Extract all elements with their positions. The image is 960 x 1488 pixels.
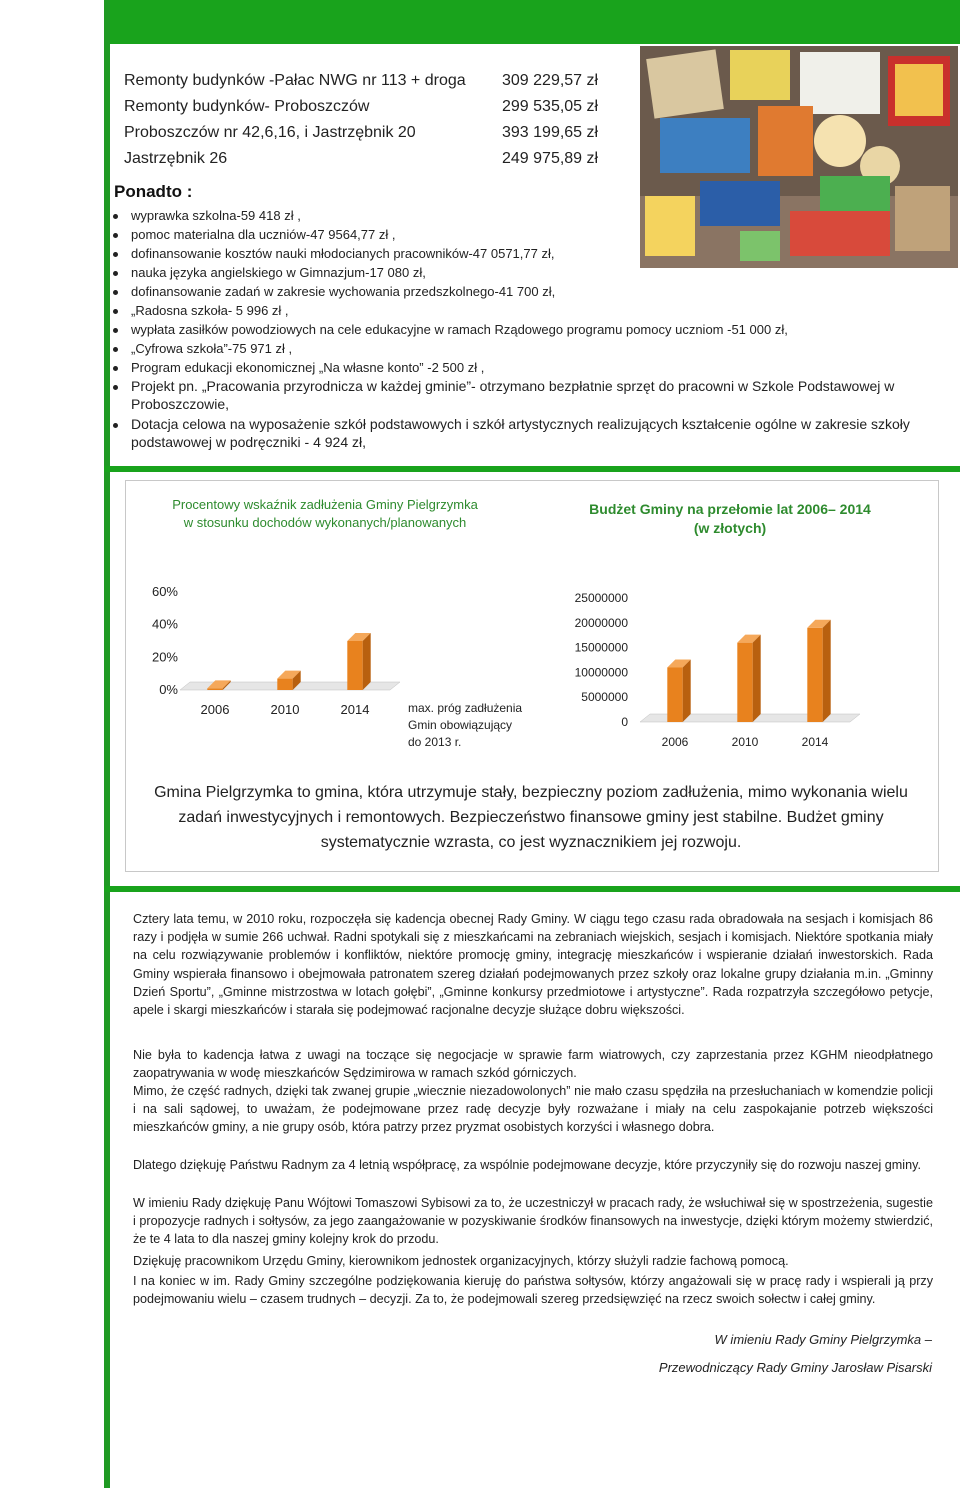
signature-line-2: Przewodniczący Rady Gminy Jarosław Pisarski <box>658 1360 932 1375</box>
bullet-icon <box>113 385 118 390</box>
max-note-line: Gmin obowiązujący <box>408 718 513 732</box>
bar-side <box>753 635 761 722</box>
green-divider-1 <box>104 466 960 472</box>
signature-line-1: W imieniu Rady Gminy Pielgrzymka – <box>714 1332 932 1347</box>
x-tick-label: 2014 <box>340 702 370 717</box>
max-note-line: do 2013 r. <box>408 735 462 749</box>
y-tick-label: 20000000 <box>574 615 628 630</box>
bullet-icon <box>113 271 118 276</box>
cost-value: 393 199,65 zł <box>502 124 599 141</box>
list-item-text: „Radosna szkoła- 5 996 zł , <box>131 303 289 318</box>
bullet-icon <box>113 309 118 314</box>
y-tick-label: 25000000 <box>574 591 628 605</box>
list-item-text: Dotacja celowa na wyposażenie szkół podstawowych i szkół artystycznych realizujących kształcenie ogólne w zakresie szkoły podstawowej w podręczniki - 4 924 zł, <box>131 416 910 450</box>
bar-side <box>823 620 831 722</box>
max-note-line: max. próg zadłużenia <box>408 701 523 715</box>
budget-chart-title-line: (w złotych) <box>693 520 767 536</box>
x-tick-label: 2014 <box>801 735 829 749</box>
paragraph: Mimo, że część radnych, dzięki tak zwanej grupie „wiecznie niezadowolonych” nie mało czasu spędziła na przesłuchaniach w komendzie policji i na sali sądowej, to uważam, że podejmowane przez radę decyzje były rozważane i miały na celu zaspokajanie potrzeb większości mieszkańców gminy, a nie grupy osób, która patrzy przez pryzmat osobistych korzyści i własnego dobra. <box>133 1084 933 1135</box>
green-header-band <box>104 0 960 44</box>
summary-statement: Gmina Pielgrzymka to gmina, która utrzymuje stały, bezpieczny poziom zadłużenia, mimo wykonania wielu zadań inwestycyjnych i remontowych. Bezpieczeństwo finansowe gminy jest stabilne. Budżet gminy systematycznie wzrasta, co jest wyznacznikiem jej rozwoju. <box>154 784 908 851</box>
list-item <box>108 225 938 244</box>
bar-front <box>277 679 292 690</box>
bar <box>807 620 830 722</box>
bar-front <box>737 643 752 722</box>
y-tick-label: 15000000 <box>574 640 628 655</box>
bar-front <box>347 641 362 690</box>
list-item-text: dofinansowanie zadań w zakresie wychowania przedszkolnego-41 700 zł, <box>131 284 556 299</box>
cost-value: 249 975,89 zł <box>502 150 599 167</box>
bar-front <box>667 667 682 722</box>
bar-side <box>683 659 691 722</box>
paragraph: W imieniu Rady dziękuję Panu Wójtowi Tomaszowi Sybisowi za to, że uczestniczył w pracach rady, że wsłuchiwał się w spostrzeżenia, sugestie i propozycje radnych i sołtysów, za jego zaangażowanie w pozyskiwanie środków finansowych na inwestycje, dzięki którym możemy stwierdzić, że te 4 lata to dla naszej gminy kolejny krok do przodu. <box>133 1196 933 1247</box>
ponadto-heading: Ponadto : <box>114 182 193 201</box>
list-item-text: wyprawka szkolna-59 418 zł , <box>131 208 301 223</box>
debt-chart <box>140 572 410 722</box>
list-item <box>108 282 938 301</box>
bar <box>667 659 690 722</box>
bar-front <box>207 688 222 690</box>
list-item <box>108 358 938 377</box>
list-item <box>108 301 938 320</box>
x-tick-label: 2006 <box>661 735 689 749</box>
cost-label: Remonty budynków- Proboszczów <box>124 98 370 115</box>
cost-label: Remonty budynków -Pałac NWG nr 113 + droga <box>124 72 466 89</box>
list-item <box>108 244 938 263</box>
bullet-icon <box>113 233 118 238</box>
paragraph: Cztery lata temu, w 2010 roku, rozpoczęła się kadencja obecnej Rady Gminy. W ciągu tego czasu rada obradowała na sesjach i komisjach 86 razy i podjęła w sumie 266 uchwał. Radni spotykali się z mieszkańcami na zebraniach wiejskich, sesjach i komisjach. Niektóre spotkania miały na celu rozwiązywanie problemów i konfliktów, niektóre promocję gminy, integrację mieszkańców i wspieranie działań inwestorskich. Rada Gminy wspierała finansowo i obejmowała patronatem szereg działań podejmowanych przez szkoły oraz lokalne grupy działania m.in. „Gminny Dzień Sportu”, „Gminne mistrzostwa w lotach gołębi”, „Gminne konkursy przedmiotowe i artystyczne”. Rada rozpatrzyła szczegółowo petycje, apele i skargi mieszkańców i starała się podejmować racjonalne decyzje służące dobru większości. <box>133 912 933 1018</box>
green-divider-2 <box>104 886 960 892</box>
bullet-icon <box>113 328 118 333</box>
bullet-icon <box>113 423 118 428</box>
list-item <box>108 339 938 358</box>
budget-chart <box>560 582 860 752</box>
paragraph: Dziękuję pracownikom Urzędu Gminy, kierownikom jednostek organizacyjnych, którzy służyli radzie fachową pomocą. <box>133 1254 789 1268</box>
bar-front <box>807 628 822 722</box>
list-item-text: nauka języka angielskiego w Gimnazjum-17 080 zł, <box>131 265 426 280</box>
list-item <box>108 415 938 451</box>
y-tick-label: 0 <box>621 715 628 729</box>
y-tick-label: 60% <box>151 584 178 599</box>
list-item-text: pomoc materialna dla uczniów-47 9564,77 zł , <box>131 227 396 242</box>
expense-bullet-list <box>108 206 938 451</box>
debt-chart-title-line: w stosunku dochodów wykonanych/planowanych <box>183 515 467 530</box>
list-item <box>108 377 938 413</box>
bar <box>737 635 760 722</box>
debt-chart-title <box>140 496 510 532</box>
bullet-icon <box>113 252 118 257</box>
list-item-text: Projekt pn. „Pracowania przyrodnicza w każdej gminie”- otrzymano bezpłatnie sprzęt do pracowni w Szkole Podstawowej w Proboszczowie, <box>131 378 895 412</box>
x-tick-label: 2010 <box>270 702 300 717</box>
budget-chart-title <box>560 500 900 538</box>
x-tick-label: 2010 <box>731 735 759 749</box>
list-item <box>108 206 938 225</box>
y-tick-label: 10000000 <box>574 665 628 680</box>
y-tick-label: 0% <box>159 682 178 697</box>
paragraph: I na koniec w im. Rady Gminy szczególne podziękowania kieruję do państwa sołtysów, którzy angażowali się w pracę rady i wspierali ją przy podejmowaniu wielu – czasem trudnych – decyzji. Za to, że podejmowali szereg przedsięwzięć na rzecz swoich sołectw i całej gminy. <box>133 1274 933 1307</box>
y-tick-label: 20% <box>151 649 178 665</box>
list-item <box>108 320 938 339</box>
paragraph: Nie była to kadencja łatwa z uwagi na toczące się negocjacje w sprawie farm wiatrowych, czy zaprzestania przez KGHM nieodpłatnego zaopatrywania w wodę mieszkańców Sędzimirowa w ramach szkód górniczych. <box>133 1048 933 1081</box>
list-item-text: dofinansowanie kosztów nauki młodocianych pracowników-47 0571,77 zł, <box>131 246 555 261</box>
y-tick-label: 5000000 <box>581 690 628 705</box>
list-item <box>108 263 938 282</box>
list-item-text: „Cyfrowa szkoła”-75 971 zł , <box>131 341 293 356</box>
cost-value: 299 535,05 zł <box>502 98 599 115</box>
max-threshold-note <box>408 700 522 751</box>
cost-value: 309 229,57 zł <box>502 72 599 89</box>
bullet-icon <box>113 347 118 352</box>
cost-label: Jastrzębnik 26 <box>124 150 228 167</box>
bullet-icon <box>113 214 118 219</box>
bar-side <box>363 633 371 690</box>
budget-chart-title-line: Budżet Gminy na przełomie lat 2006– 2014 <box>589 501 871 517</box>
bar <box>347 633 370 690</box>
debt-chart-title-line: Procentowy wskaźnik zadłużenia Gminy Pielgrzymka <box>172 497 478 512</box>
list-item-text: Program edukacji ekonomicznej „Na własne konto” -2 500 zł , <box>131 360 485 375</box>
paragraph: Dlatego dziękuję Państwu Radnym za 4 letnią współpracę, za wspólnie podejmowane decyzje, które przyczyniły się do rozwoju naszej gminy. <box>133 1158 921 1172</box>
y-tick-label: 40% <box>151 616 178 632</box>
x-tick-label: 2006 <box>200 702 230 717</box>
bullet-icon <box>113 366 118 371</box>
list-item-text: wypłata zasiłków powodziowych na cele edukacyjne w ramach Rządowego programu pomocy uczniom -51 000 zł, <box>131 322 788 337</box>
bullet-icon <box>113 290 118 295</box>
cost-label: Proboszczów nr 42,6,16, i Jastrzębnik 20 <box>124 124 416 141</box>
